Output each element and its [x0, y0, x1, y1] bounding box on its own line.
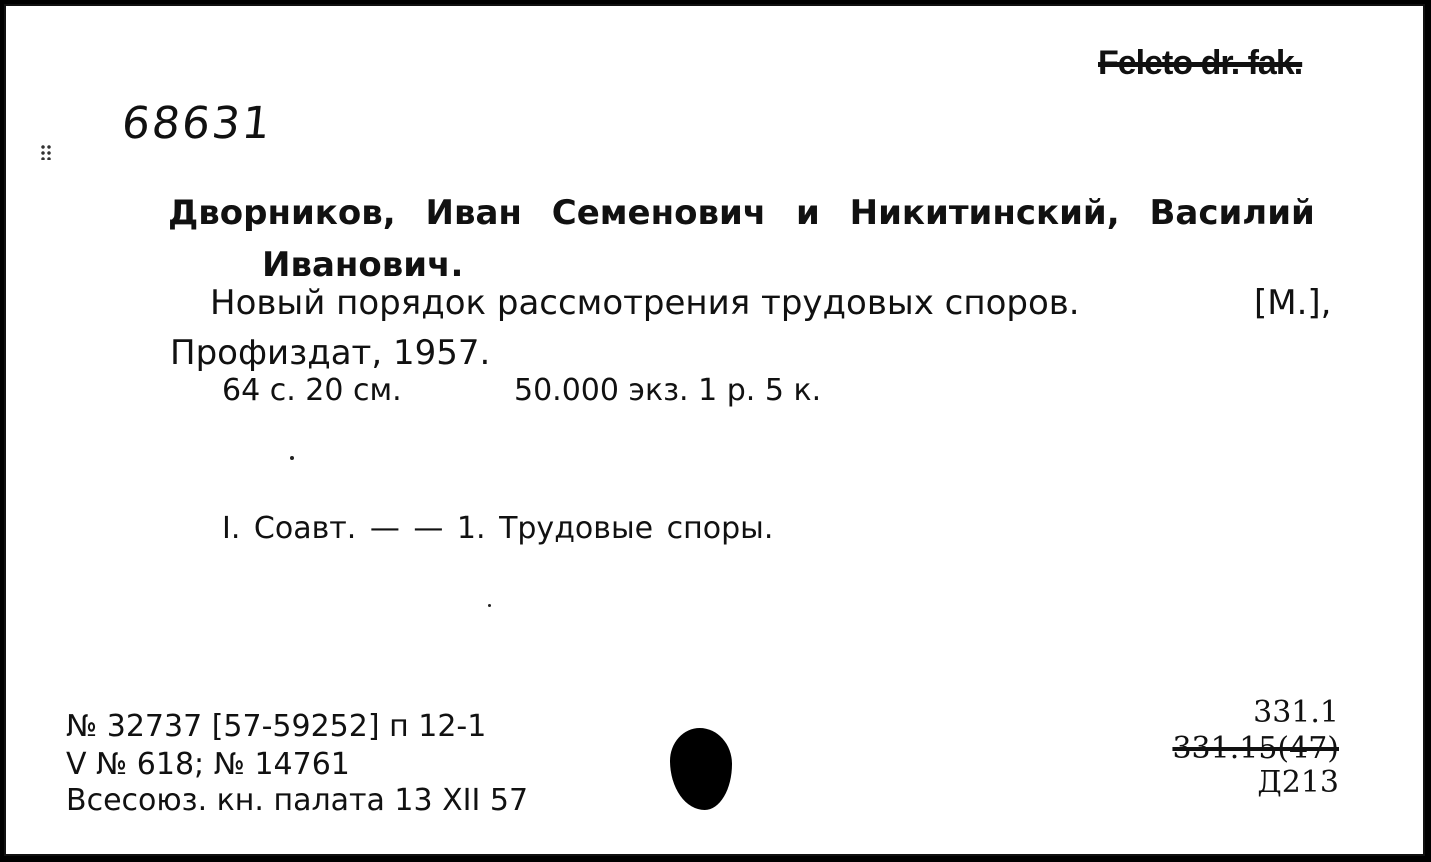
author-mark: Д213: [1257, 765, 1339, 800]
physical-extent: 64 с. 20 см.: [222, 373, 402, 408]
speck: [290, 456, 294, 460]
registry-line-3: Всесоюз. кн. палата 13 XII 57: [66, 783, 529, 818]
title-line-1: Новый порядок рассмотрения трудовых споров.: [210, 283, 1080, 323]
author-heading-line-2: Иванович.: [262, 245, 464, 285]
title-place: [М.],: [1254, 283, 1332, 323]
handwritten-inventory-number: 68631: [119, 98, 275, 149]
author-heading-line-1: Дворников, Иван Семенович и Никитинский, Василий: [168, 193, 1315, 233]
edition-price: 50.000 экз. 1 р. 5 к.: [514, 373, 822, 408]
classification-struck: 331.15(47): [1172, 731, 1339, 766]
punch-hole: [670, 728, 732, 810]
struck-stamp: Feleto dr. fak.: [1098, 44, 1303, 82]
registry-line-2: V № 618; № 14761: [66, 747, 350, 782]
publisher-line: Профиздат, 1957.: [170, 333, 491, 373]
registry-line-1: № 32737 [57-59252] п 12-1: [66, 709, 487, 744]
speck: [488, 604, 491, 607]
catalog-card: [4, 4, 1425, 856]
tracings-subjects: I. Соавт. — — 1. Трудовые споры.: [222, 511, 774, 546]
edge-mark: [40, 144, 52, 160]
classification-current: 331.1: [1253, 695, 1339, 730]
